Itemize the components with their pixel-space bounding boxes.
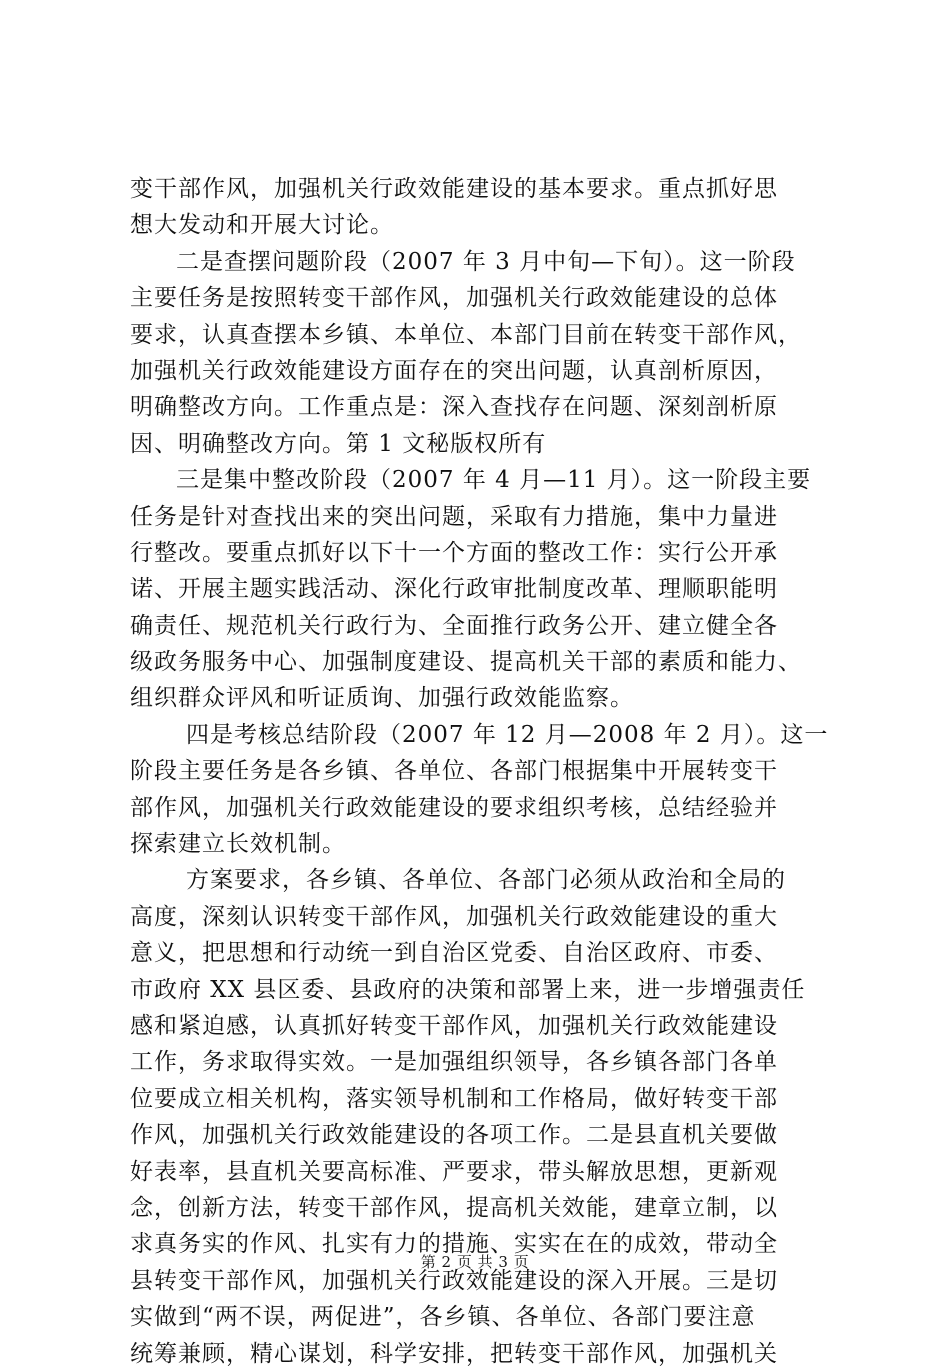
text-line: 市政府 XX 县区委、县政府的决策和部署上来，进一步增强责任 [130, 976, 806, 1003]
text-line: 部作风，加强机关行政效能建设的要求组织考核，总结经验并 [130, 794, 778, 821]
text-line: 诺、开展主题实践活动、深化行政审批制度改革、理顺职能明 [130, 576, 778, 603]
text-line: 行整改。要重点抓好以下十一个方面的整改工作：实行公开承 [130, 539, 778, 566]
paragraph-start-line: 二是查摆问题阶段（2007 年 3 月中旬—下旬）。这一阶段 [176, 248, 796, 275]
text-line: 明确整改方向。工作重点是：深入查找存在问题、深刻剖析原 [130, 394, 778, 421]
text-line: 工作，务求取得实效。一是加强组织领导，各乡镇各部门各单 [130, 1049, 778, 1076]
document-body [130, 171, 830, 1372]
text-line: 要求，认真查摆本乡镇、本单位、本部门目前在转变干部作风， [130, 321, 802, 348]
text-line: 组织群众评风和听证质询、加强行政效能监察。 [130, 685, 634, 712]
paragraph-start-line: 三是集中整改阶段（2007 年 4 月—11 月）。这一阶段主要 [176, 467, 812, 494]
text-line: 确责任、规范机关行政行为、全面推行政务公开、建立健全各 [130, 612, 778, 639]
text-line: 感和紧迫感，认真抓好转变干部作风，加强机关行政效能建设 [130, 1012, 778, 1039]
paragraph-start-line: 四是考核总结阶段（2007 年 12 月—2008 年 2 月）。这一 [186, 721, 829, 748]
text-line: 高度，深刻认识转变干部作风，加强机关行政效能建设的重大 [130, 903, 778, 930]
text-line: 主要任务是按照转变干部作风，加强机关行政效能建设的总体 [130, 285, 778, 312]
text-line: 级政务服务中心、加强制度建设、提高机关干部的素质和能力、 [130, 649, 802, 676]
text-line: 加强机关行政效能建设方面存在的突出问题，认真剖析原因， [130, 357, 778, 384]
text-line: 意义，把思想和行动统一到自治区党委、自治区政府、市委、 [130, 940, 778, 967]
text-line: 好表率，县直机关要高标准、严要求，带头解放思想，更新观 [130, 1158, 778, 1185]
text-line: 任务是针对查找出来的突出问题，采取有力措施，集中力量进 [130, 503, 778, 530]
text-line: 实做到“两不误，两促进”，各乡镇、各单位、各部门要注意 [130, 1304, 756, 1331]
text-line: 想大发动和开展大讨论。 [130, 212, 394, 239]
text-line: 求真务实的作风、扎实有力的措施、实实在在的成效，带动全 [130, 1231, 778, 1258]
text-line: 探索建立长效机制。 [130, 831, 346, 858]
text-line: 因、明确整改方向。第 1 文秘版权所有 [130, 430, 547, 457]
text-line: 作风，加强机关行政效能建设的各项工作。二是县直机关要做 [130, 1122, 778, 1149]
text-line: 阶段主要任务是各乡镇、各单位、各部门根据集中开展转变干 [130, 758, 778, 785]
text-line: 位要成立相关机构，落实领导机制和工作格局，做好转变干部 [130, 1085, 778, 1112]
text-line: 统筹兼顾，精心谋划，科学安排，把转变干部作风，加强机关 [130, 1340, 778, 1367]
text-line: 变干部作风，加强机关行政效能建设的基本要求。重点抓好思 [130, 176, 778, 202]
page-number-footer: 第 2 页 共 3 页 [420, 1253, 530, 1271]
text-line: 念，创新方法，转变干部作风，提高机关效能，建章立制，以 [130, 1194, 778, 1221]
paragraph-start-line: 方案要求，各乡镇、各单位、各部门必须从政治和全局的 [186, 867, 786, 894]
text-line: 县转变干部作风，加强机关行政效能建设的深入开展。三是切 [130, 1267, 778, 1294]
